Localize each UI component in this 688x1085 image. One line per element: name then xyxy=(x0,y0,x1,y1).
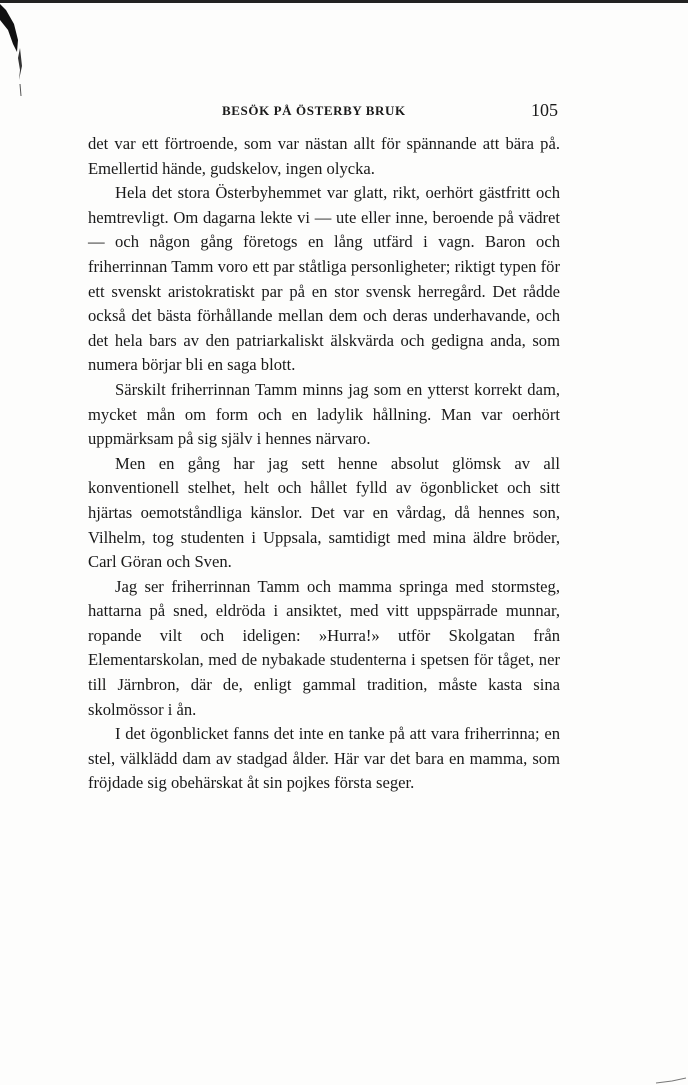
paragraph: I det ögonblicket fanns det inte en tanke på att vara friherrinna; en stel, välklädd dam av stadgad ålder. Här var det bara en mamma, som fröjdade sig obehärskat åt sin pojkes första seger. xyxy=(88,724,560,793)
paragraph: Hela det stora Österbyhemmet var glatt, rikt, oerhört gästfritt och hemtrevligt. Om dagarna lekte vi — ute eller inne, beroende på vädret — och någon gång företogs en lång utfärd i vagn. Baron och friherrinnan Tamm voro ett par ståtliga personligheter; riktigt typen för ett svenskt aristokratiskt par på en stor svensk herregård. Det rådde också det bästa förhållande mellan dem och deras underhavande, och det hela bars av den patriarkaliskt älskvärda och gedigna anda, som numera börjar bli en saga blott. xyxy=(88,183,560,375)
running-title: BESÖK PÅ ÖSTERBY BRUK xyxy=(222,103,406,118)
paragraph: det var ett förtroende, som var nästan allt för spännande att bära på. Emellertid hände, gudskelov, ingen olycka. xyxy=(88,134,560,178)
scan-corner-mark xyxy=(648,1073,688,1085)
scan-top-edge xyxy=(0,0,688,3)
body-text xyxy=(88,132,560,796)
page-number: 105 xyxy=(531,100,558,120)
paragraph: Särskilt friherrinnan Tamm minns jag som en ytterst korrekt dam, mycket mån om form och en ladylik hållning. Man var oerhört uppmärksam på sig själv i hennes närvaro. xyxy=(88,379,560,449)
page-header xyxy=(88,100,560,124)
paragraph: Men en gång har jag sett henne absolut glömsk av all konventionell stelhet, helt och hållet fylld av ögonblicket och sitt hjärtas oemotståndliga känslor. Det var en vårdag, då hennes son, Vilhelm, tog studenten i Uppsala, samtidigt med mina äldre bröder, Carl Göran och Sven. xyxy=(88,453,560,572)
paragraph: Jag ser friherrinnan Tamm och mamma springa med stormsteg, hattarna på sned, eldröda i ansiktet, med vitt uppspärrade munnar, ropande vilt och ideligen: »Hurra!» utför Skolgatan från Elementarskolan, med de nybakade studenterna i spetsen för tåget, ner till Järnbron, där de, enligt gammal tradition, måste kasta sina skolmössor i ån. xyxy=(88,576,560,719)
binding-edge-mark xyxy=(0,0,30,110)
